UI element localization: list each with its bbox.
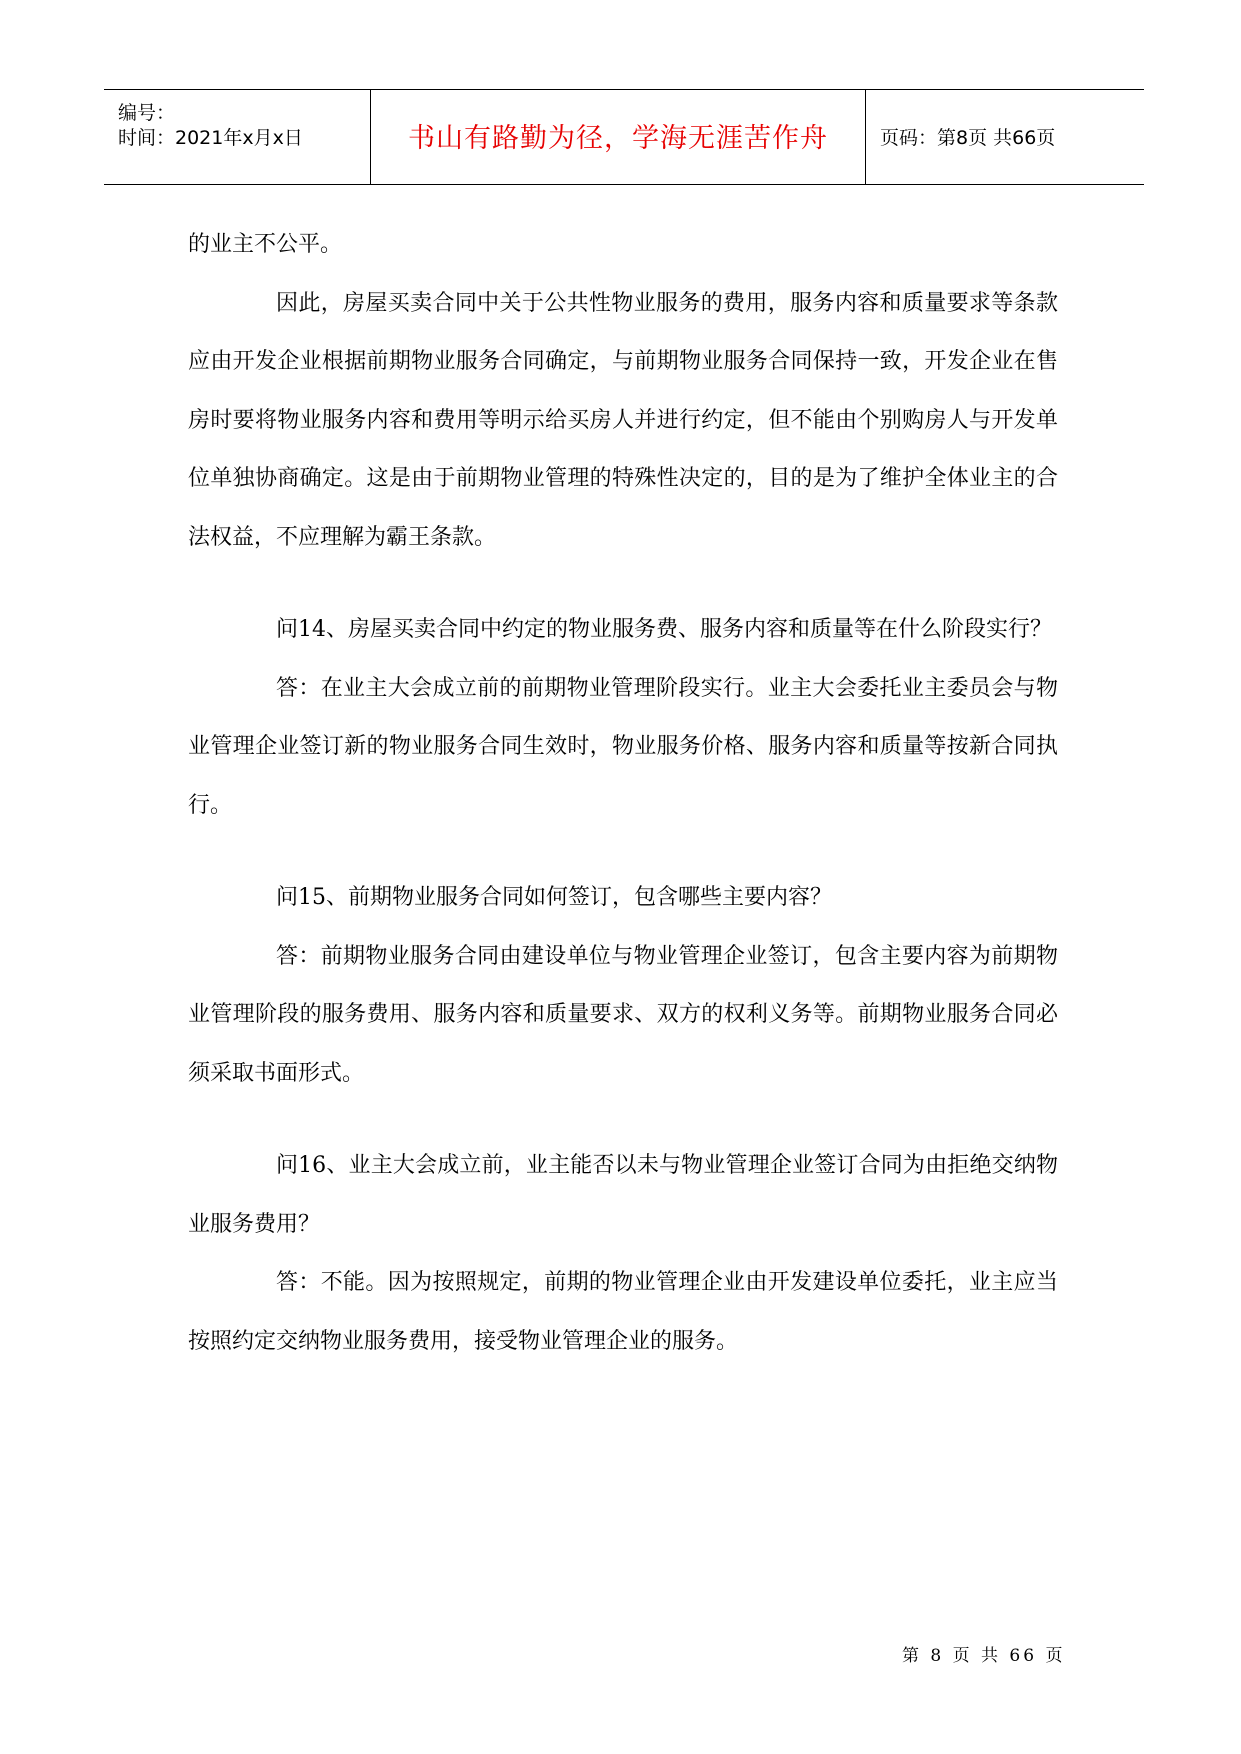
document-number-label: 编号： bbox=[118, 102, 176, 124]
paragraph-explanation: 因此，房屋买卖合同中关于公共性物业服务的费用，服务内容和质量要求等条款应由开发企业根据前期物业服务合同确定，与前期物业服务合同保持一致，开发企业在售房时要将物业服务内容和费用等明示给买房人并进行约定，但不能由个别购房人与开发单位单独协商确定。这是由于前期物业管理的特殊性决定的，目的是为了维护全体业主的合法权益，不应理解为霸王条款。 bbox=[188, 290, 1058, 550]
page-footer: 第 8 页 共 66 页 bbox=[902, 1646, 1066, 1666]
header-page-cell bbox=[866, 90, 1144, 184]
header-motto: 书山有路勤为径，学海无涯苦作舟 bbox=[408, 123, 828, 154]
paragraph-continuation: 的业主不公平。 bbox=[188, 232, 343, 257]
header-info-cell bbox=[104, 90, 370, 184]
document-body bbox=[188, 216, 1058, 1371]
answer-16: 答：不能。因为按照规定，前期的物业管理企业由开发建设单位委托，业主应当按照约定交纳物业服务费用，接受物业管理企业的服务。 bbox=[188, 1270, 1058, 1354]
question-16: 问16、业主大会成立前，业主能否以未与物业管理企业签订合同为由拒绝交纳物业服务费用？ bbox=[188, 1153, 1058, 1237]
answer-15: 答：前期物业服务合同由建设单位与物业管理企业签订，包含主要内容为前期物业管理阶段的服务费用、服务内容和质量要求、双方的权利义务等。前期物业服务合同必须采取书面形式。 bbox=[188, 943, 1058, 1086]
question-14: 问14、房屋买卖合同中约定的物业服务费、服务内容和质量等在什么阶段实行？ bbox=[276, 617, 1052, 642]
header-motto-cell bbox=[370, 90, 866, 184]
document-time-label: 时间：2021年x月x日 bbox=[118, 127, 303, 149]
page-header bbox=[104, 89, 1144, 185]
question-15: 问15、前期物业服务合同如何签订，包含哪些主要内容？ bbox=[276, 885, 832, 910]
header-page-code: 页码：第8页 共66页 bbox=[880, 127, 1056, 149]
answer-14: 答：在业主大会成立前的前期物业管理阶段实行。业主大会委托业主委员会与物业管理企业签订新的物业服务合同生效时，物业服务价格、服务内容和质量等按新合同执行。 bbox=[188, 675, 1058, 818]
